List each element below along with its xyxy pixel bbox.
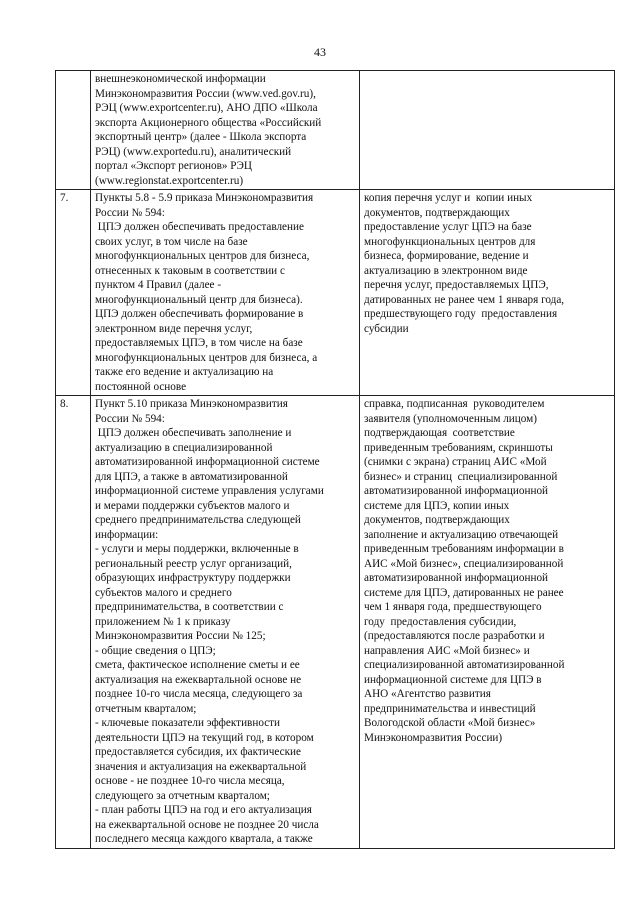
- text-line: ЦПЭ должен обеспечивать заполнение и: [95, 427, 292, 439]
- text-line: среднего предпринимательства следующей: [95, 514, 301, 526]
- text-line: предшествующего году предоставления: [364, 308, 558, 320]
- text-line: основе - не позднее 10-го числа месяца,: [95, 775, 285, 787]
- text-line: чем 1 января года, предшествующего: [364, 601, 542, 613]
- table-row: [56, 396, 615, 849]
- documents-cell: [360, 190, 615, 396]
- text-line: Пункт 5.10 приказа Минэкономразвития: [95, 398, 288, 410]
- text-line: - общие сведения о ЦПЭ;: [95, 644, 216, 657]
- text-line: системе для ЦПЭ, копии иных: [364, 499, 510, 512]
- text-line: (предоставляются после разработки и: [364, 630, 545, 642]
- text-line: АИС «Мой бизнес», специализированной: [364, 557, 564, 570]
- text-line: отнесенных к таковым в соответствии с: [95, 264, 285, 277]
- text-line: предпринимательства, в соответствии с: [95, 601, 284, 613]
- requirement-cell: [91, 190, 360, 396]
- text-line: Вологодской области «Мой бизнес»: [364, 717, 536, 729]
- text-line: портал «Экспорт регионов» РЭЦ: [95, 160, 252, 172]
- row-number-cell: 8.: [56, 396, 91, 849]
- text-line: и мерами поддержки субъектов малого и: [95, 499, 290, 512]
- text-line: бизнес» и страниц специализированной: [364, 470, 558, 483]
- text-line: - ключевые показатели эффективности: [95, 717, 281, 729]
- requirement-cell: [91, 396, 360, 849]
- text-line: электронном виде перечня услуг,: [95, 322, 253, 335]
- text-line: на ежеквартальной основе не позднее 20 числа: [95, 818, 319, 831]
- text-line: субсидии: [364, 322, 409, 335]
- text-line: документов, подтверждающих: [364, 514, 510, 526]
- text-line: Минэкономразвития России № 125;: [95, 630, 266, 642]
- text-line: информационной системе управления услугами: [95, 485, 324, 497]
- text-line: бизнеса, формирование, ведение и: [364, 250, 529, 262]
- text-line: - план работы ЦПЭ на год и его актуализация: [95, 804, 312, 816]
- text-line: деятельности ЦПЭ на текущий год, в котором: [95, 731, 314, 744]
- text-line: году предоставления субсидии,: [364, 615, 517, 628]
- text-line: АНО «Агентство развития: [364, 688, 491, 700]
- text-line: предоставляется субсидия, их фактические: [95, 746, 301, 758]
- text-line: приведенным требованиям, скриншоты: [364, 441, 553, 454]
- text-line: актуализация на ежеквартальной основе не: [95, 673, 302, 686]
- text-line: также его ведение и актуализацию на: [95, 366, 274, 378]
- text-line: предоставление услуг ЦПЭ на базе: [364, 221, 532, 233]
- text-line: отчетным кварталом;: [95, 702, 197, 715]
- text-line: актуализацию в специализированной: [95, 441, 273, 454]
- text-line: приведенным требованиям информации в: [364, 543, 564, 555]
- text-line: датированных не ранее чем 1 января года,: [364, 293, 565, 306]
- text-line: (www.regionstat.exportcenter.ru): [95, 174, 244, 187]
- text-line: системе для ЦПЭ, датированных не ранее: [364, 586, 564, 599]
- text-line: ЦПЭ должен обеспечивать формирование в: [95, 308, 304, 320]
- text-line: следующего за отчетным кварталом;: [95, 789, 270, 802]
- requirements-table: [55, 70, 615, 849]
- text-line: России № 594:: [95, 206, 165, 219]
- text-line: многофункциональный центр для бизнеса).: [95, 293, 303, 306]
- text-line: Минэкономразвития России): [364, 731, 503, 744]
- text-line: заполнение и актуализацию отвечающей: [364, 528, 559, 541]
- text-line: ЦПЭ должен обеспечивать предоставление: [95, 221, 304, 233]
- text-line: Минэкономразвития России (www.ved.gov.ru),: [95, 87, 316, 100]
- text-line: автоматизированной информационной: [364, 485, 549, 497]
- text-line: многофункциональных центров для бизнеса, а: [95, 351, 318, 364]
- text-line: автоматизированной информационной: [364, 572, 549, 584]
- text-line: многофункциональных центров для бизнеса,: [95, 250, 310, 262]
- text-line: предоставляемых ЦПЭ, в том числе на базе: [95, 337, 303, 349]
- text-line: автоматизированной информационной системе: [95, 456, 320, 468]
- text-line: постоянной основе: [95, 380, 187, 393]
- text-line: заявителя (уполномоченным лицом): [364, 412, 537, 425]
- table-row: [56, 190, 615, 396]
- text-line: значения и актуализация на ежеквартальной: [95, 760, 307, 773]
- text-line: - услуги и меры поддержки, включенные в: [95, 543, 299, 555]
- text-line: актуализацию в электронном виде: [364, 264, 528, 277]
- text-line: информации:: [95, 528, 159, 541]
- text-line: Пункты 5.8 - 5.9 приказа Минэкономразвития: [95, 192, 314, 204]
- text-line: подтверждающая соответствие: [364, 427, 515, 439]
- requirement-cell: [91, 71, 360, 190]
- text-line: предпринимательства и инвестиций: [364, 702, 536, 715]
- text-line: для ЦПЭ, а также в автоматизированной: [95, 470, 288, 483]
- text-line: многофункциональных центров для: [364, 235, 536, 248]
- documents-cell: [360, 71, 615, 190]
- text-line: справка, подписанная руководителем: [364, 398, 545, 410]
- documents-cell: [360, 396, 615, 849]
- text-line: РЭЦ) (www.exportedu.ru), аналитический: [95, 145, 292, 158]
- text-line: экспортный центр» (далее - Школа экспорта: [95, 131, 307, 143]
- text-line: (снимки с экрана) страниц АИС «Мой: [364, 456, 547, 468]
- table-row: [56, 71, 615, 190]
- text-line: региональный реестр услуг организаций,: [95, 557, 292, 570]
- text-line: направления АИС «Мой бизнес» и: [364, 644, 530, 657]
- text-line: позднее 10-го числа месяца, следующего за: [95, 688, 303, 700]
- text-line: последнего месяца каждого квартала, а также: [95, 833, 313, 845]
- text-line: внешнеэкономической информации: [95, 73, 266, 85]
- row-number-cell: 7.: [56, 190, 91, 396]
- row-number-cell: [56, 71, 91, 190]
- text-line: субъектов малого и среднего: [95, 586, 232, 599]
- text-line: документов, подтверждающих: [364, 206, 510, 219]
- text-line: своих услуг, в том числе на базе: [95, 235, 248, 248]
- text-line: информационной системе для ЦПЭ в: [364, 673, 542, 686]
- page-number: 43: [314, 45, 326, 59]
- text-line: копия перечня услуг и копии иных: [364, 192, 533, 204]
- text-line: перечня услуг, предоставляемых ЦПЭ,: [364, 279, 549, 291]
- text-line: приложением № 1 к приказу: [95, 615, 231, 628]
- text-line: России № 594:: [95, 412, 165, 425]
- text-line: смета, фактическое исполнение сметы и ее: [95, 659, 300, 671]
- text-line: РЭЦ (www.exportcenter.ru), АНО ДПО «Школа: [95, 102, 318, 114]
- text-line: специализированной автоматизированной: [364, 659, 565, 671]
- text-line: образующих инфраструктуру поддержки: [95, 572, 291, 584]
- text-line: экспорта Акционерного общества «Российский: [95, 116, 322, 129]
- text-line: пунктом 4 Правил (далее -: [95, 279, 222, 291]
